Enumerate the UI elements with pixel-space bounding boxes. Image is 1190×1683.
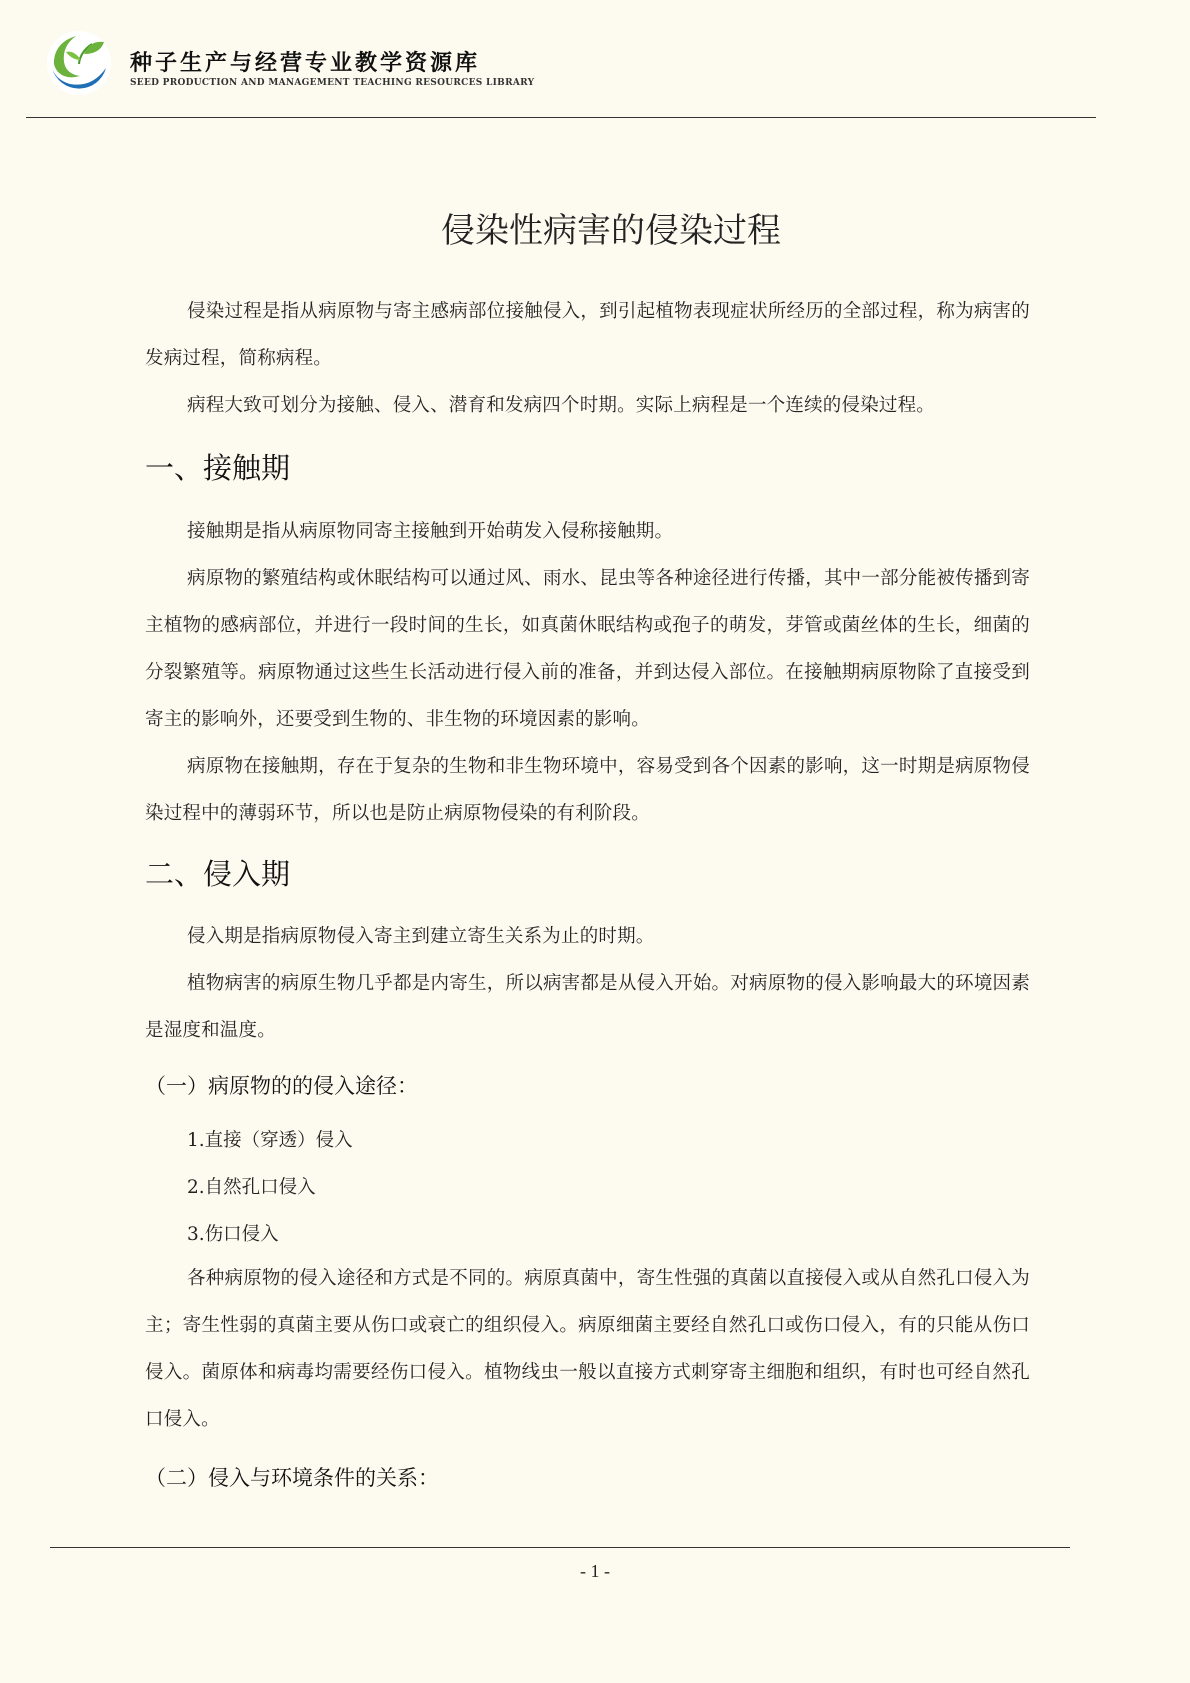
subsection-heading-environment: （二）侵入与环境条件的关系：	[145, 1466, 439, 1490]
routes-paragraph: 各种病原物的侵入途径和方式是不同的。病原真菌中，寄生性强的真菌以直接侵入或从自然孔口侵入为主；寄生性弱的真菌主要从伤口或衰亡的组织侵入。病原细菌主要经自然孔口或伤口侵入，有的只能从伤口侵入。菌原体和病毒均需要经伤口侵入。植物线虫一般以直接方式刺穿寄主细胞和组织，有时也可经自然孔口侵入。	[145, 1268, 1030, 1430]
intro-paragraph-2: 病程大致可划分为接触、侵入、潜育和发病四个时期。实际上病程是一个连续的侵染过程。	[187, 395, 936, 416]
contact-paragraph-3: 病原物在接触期，存在于复杂的生物和非生物环境中，容易受到各个因素的影响，这一时期是病原物侵染过程中的薄弱环节，所以也是防止病原物侵染的有利阶段。	[145, 756, 1030, 824]
invasion-paragraph-1: 侵入期是指病原物侵入寄主到建立寄生关系为止的时期。	[187, 926, 655, 947]
contact-paragraph-2: 病原物的繁殖结构或休眠结构可以通过风、雨水、昆虫等各种途径进行传播，其中一部分能被传播到寄主植物的感病部位，并进行一段时间的生长，如真菌休眠结构或孢子的萌发，芽管或菌丝体的生长，细菌的分裂繁殖等。病原物通过这些生长活动进行侵入前的准备，并到达侵入部位。在接触期病原物除了直接受到寄主的影响外，还要受到生物的、非生物的环境因素的影响。	[145, 568, 1030, 730]
header-divider	[26, 117, 1096, 118]
seedling-logo-icon	[46, 30, 112, 96]
footer-divider	[50, 1547, 1070, 1548]
intro-paragraph-1: 侵染过程是指从病原物与寄主感病部位接触侵入，到引起植物表现症状所经历的全部过程，称为病害的发病过程，简称病程。	[145, 301, 1030, 369]
document-title: 侵染性病害的侵染过程	[441, 211, 781, 251]
library-subtitle: SEED PRODUCTION AND MANAGEMENT TEACHING RESOURCES LIBRARY	[130, 78, 535, 88]
section-heading-contact: 一、接触期	[145, 451, 291, 485]
subsection-heading-routes: （一）病原物的的侵入途径：	[145, 1074, 418, 1098]
invasion-paragraph-2: 植物病害的病原生物几乎都是内寄生，所以病害都是从侵入开始。对病原物的侵入影响最大的环境因素是湿度和温度。	[145, 973, 1030, 1041]
contact-paragraph-1: 接触期是指从病原物同寄主接触到开始萌发入侵称接触期。	[187, 521, 674, 542]
list-item: 3.伤口侵入	[187, 1224, 279, 1245]
list-item: 1.直接（穿透）侵入	[187, 1130, 353, 1151]
list-item: 2.自然孔口侵入	[187, 1177, 316, 1198]
library-title: 种子生产与经营专业教学资源库	[130, 51, 481, 76]
page-header	[0, 0, 1190, 120]
page-number: - 1 -	[580, 1561, 610, 1581]
section-heading-invasion: 二、侵入期	[145, 857, 291, 891]
